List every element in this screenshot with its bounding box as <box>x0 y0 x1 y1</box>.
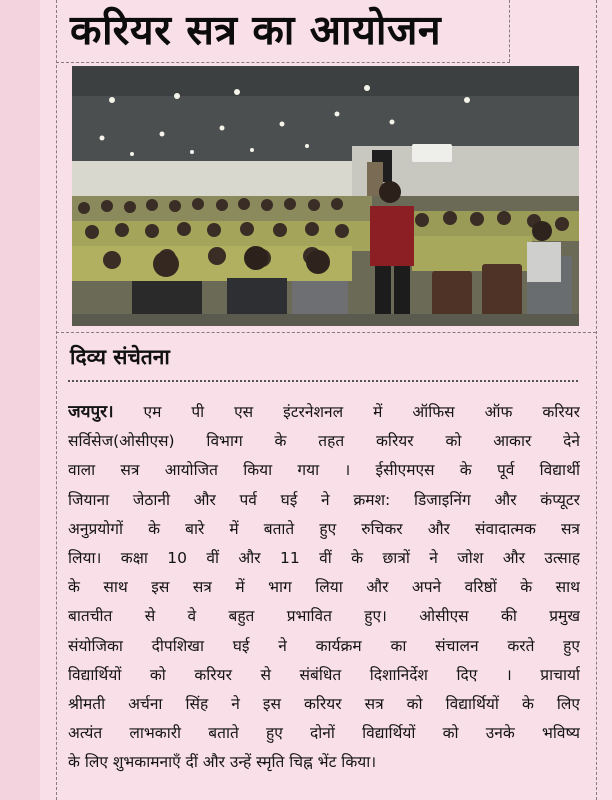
body-line: श्रीमती अर्चना सिंह ने इस करियर सत्र को विद्यार्थियों के लिए <box>68 694 580 713</box>
cut-line-right <box>596 0 597 800</box>
page-margin <box>0 0 40 800</box>
body-line: के लिए शुभकामनाएँ दीं और उन्हें स्मृति चिह्न भेंट किया। <box>68 753 377 772</box>
body-line: जयपुर। एम पी एस इंटरनेशनल में ऑफिस ऑफ करियर <box>68 402 580 422</box>
body-line: वाला सत्र आयोजित किया गया । ईसीएमएस के पूर्व विद्यार्थी <box>68 461 580 480</box>
body-line: सर्विसेज(ओसीएस) विभाग के तहत करियर को आकार देने <box>68 432 580 451</box>
body-line: संयोजिका दीपशिखा घई ने कार्यक्रम का संचालन करते हुए <box>68 636 580 655</box>
dateline: जयपुर। <box>68 402 114 422</box>
cut-line-photo <box>56 332 596 333</box>
body-line: के साथ इस सत्र में भाग लिया और अपने वरिष्ठों के साथ <box>68 578 580 597</box>
cut-line-left <box>56 0 57 800</box>
byline-rule <box>68 380 578 382</box>
article-body <box>68 398 580 777</box>
body-line: जियाना जेठानी और पर्व घई ने क्रमश: डिजाइनिंग और कंप्यूटर <box>68 490 580 509</box>
body-line: विद्यार्थियों को करियर से संबंधित दिशानिर्देश दिए । प्राचार्या <box>68 665 580 684</box>
body-line: बातचीत से वे बहुत प्रभावित हुए। ओसीएस की प्रमुख <box>68 607 580 626</box>
body-line: अनुप्रयोगों के बारे में बताते हुए रुचिकर और संवादात्मक सत्र <box>68 519 580 538</box>
article-photo <box>72 66 579 326</box>
body-line: लिया। कक्षा 10 वीं और 11 वीं के छात्रों ने जोश और उत्साह <box>68 548 580 567</box>
article-byline: दिव्य संचेतना <box>70 345 170 369</box>
article-headline: करियर सत्र का आयोजन <box>70 6 442 54</box>
cut-line-top <box>56 62 510 63</box>
body-line: अत्यंत लाभकारी बताते हुए दोनों विद्यार्थियों को उनके भविष्य <box>68 724 580 743</box>
